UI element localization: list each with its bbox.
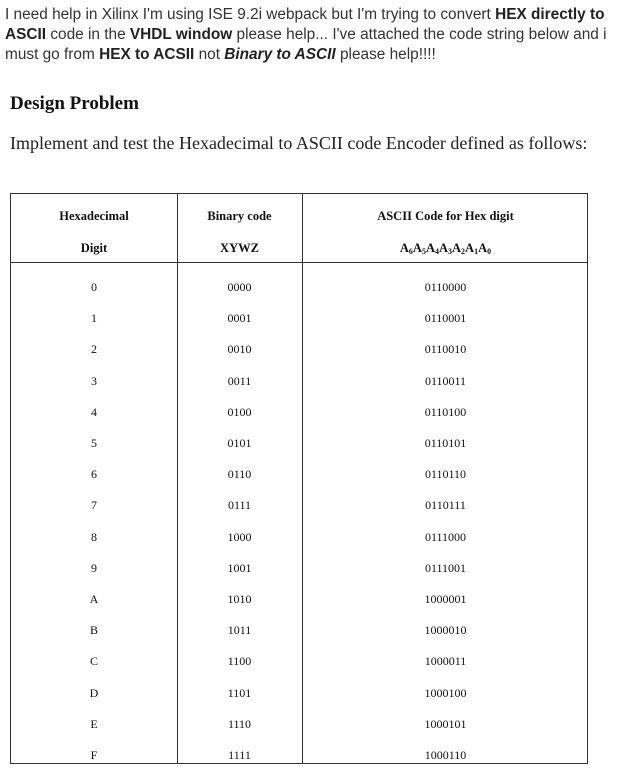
table-cell-hex: 1 bbox=[91, 311, 97, 326]
table-cell-ascii: 0110111 bbox=[425, 498, 466, 513]
intro-bold-3: HEX to ACSII bbox=[99, 46, 195, 63]
header-binary-line1: Binary code bbox=[207, 209, 272, 223]
table-cell-ascii: 0110110 bbox=[424, 467, 467, 482]
table-cell-binary: 1000 bbox=[227, 529, 252, 544]
table-cell-ascii: 1000110 bbox=[424, 748, 467, 762]
table-cell-binary: 1011 bbox=[227, 623, 252, 638]
intro-text-1: I need help in Xilinx I'm using ISE 9.2i webpack but I'm trying to convert bbox=[5, 6, 496, 23]
table-cell-binary: 0011 bbox=[227, 373, 252, 388]
table-cell-binary: 1111 bbox=[228, 748, 251, 762]
table-cell-ascii: 0110000 bbox=[424, 280, 467, 294]
table-cell-hex: 8 bbox=[91, 529, 97, 544]
table-cell-ascii: 1000011 bbox=[424, 654, 467, 669]
table-cell-hex: F bbox=[90, 748, 98, 762]
table-cell-ascii: 1000010 bbox=[424, 623, 467, 638]
table-cell-binary: 0111 bbox=[227, 498, 252, 513]
table-cell-hex: 4 bbox=[91, 404, 97, 419]
table-cell-binary: 0010 bbox=[227, 342, 252, 357]
table-cell-hex: 5 bbox=[91, 436, 97, 450]
table-cell-ascii: 1000100 bbox=[424, 685, 467, 700]
table-cell-binary: 1110 bbox=[227, 716, 252, 731]
table-cell-binary: 0000 bbox=[227, 280, 252, 294]
table-cell-binary: 1100 bbox=[227, 654, 252, 669]
table-cell-hex: C bbox=[89, 654, 98, 669]
table-cell-binary: 0110 bbox=[227, 467, 252, 482]
header-ascii-line1: ASCII Code for Hex digit bbox=[377, 209, 514, 223]
hex-ascii-table bbox=[10, 193, 588, 764]
design-problem-description: Implement and test the Hexadecimal to ASCII code Encoder defined as follows: bbox=[10, 133, 588, 153]
table-cell-hex: 9 bbox=[91, 560, 97, 575]
table-cell-binary: 0001 bbox=[227, 311, 252, 326]
table-cell-ascii: 0110001 bbox=[424, 311, 467, 326]
table-cell-ascii: 1000001 bbox=[424, 592, 467, 606]
intro-text-5: please help!!!! bbox=[335, 46, 436, 63]
table-cell-hex: D bbox=[89, 685, 99, 700]
table-cell-binary: 1010 bbox=[227, 592, 252, 606]
table-cell-ascii: 0110011 bbox=[424, 373, 467, 388]
intro-text-3: please help... I've attached the code string below and i must go from bbox=[5, 26, 607, 63]
intro-text-2: code in the bbox=[46, 26, 130, 43]
table-cell-binary: 0100 bbox=[227, 404, 252, 419]
intro-text-4: not bbox=[194, 46, 225, 63]
table-cell-hex: E bbox=[90, 716, 98, 731]
header-hex-line1: Hexadecimal bbox=[59, 209, 129, 223]
table-cell-hex: A bbox=[89, 592, 99, 606]
intro-bold-1: HEX directly to ASCII bbox=[5, 6, 605, 43]
table-cell-binary: 0101 bbox=[227, 436, 252, 450]
table-cell-ascii: 0111000 bbox=[424, 529, 467, 544]
table-cell-hex: B bbox=[89, 623, 98, 638]
table-cell-ascii: 0110010 bbox=[424, 342, 467, 357]
table-cell-ascii: 0110100 bbox=[424, 404, 467, 419]
intro-bold-2: VHDL window bbox=[129, 26, 233, 43]
table-cell-hex: 7 bbox=[91, 498, 97, 513]
intro-bold-4: Binary to ASCII bbox=[224, 46, 336, 63]
design-problem-title: Design Problem bbox=[10, 93, 139, 114]
table-cell-binary: 1101 bbox=[227, 685, 252, 700]
table-cell-ascii: 0111001 bbox=[424, 560, 467, 575]
table-cell-binary: 1001 bbox=[227, 560, 252, 575]
table-cell-ascii: 1000101 bbox=[424, 716, 467, 731]
table-cell-ascii: 0110101 bbox=[424, 436, 467, 450]
header-ascii-line2: $A_6A_5A_4A_3A_2A_1A_0$ bbox=[399, 241, 492, 256]
header-hex-line2: Digit bbox=[80, 241, 108, 255]
header-divider bbox=[11, 262, 587, 263]
table-cell-hex: 6 bbox=[91, 467, 97, 482]
table-cell-hex: 3 bbox=[91, 373, 97, 388]
table-cell-hex: 2 bbox=[91, 342, 97, 357]
question-text bbox=[5, 5, 617, 65]
header-binary-line2: XYWZ bbox=[220, 241, 259, 255]
table-cell-hex: 0 bbox=[91, 280, 97, 294]
